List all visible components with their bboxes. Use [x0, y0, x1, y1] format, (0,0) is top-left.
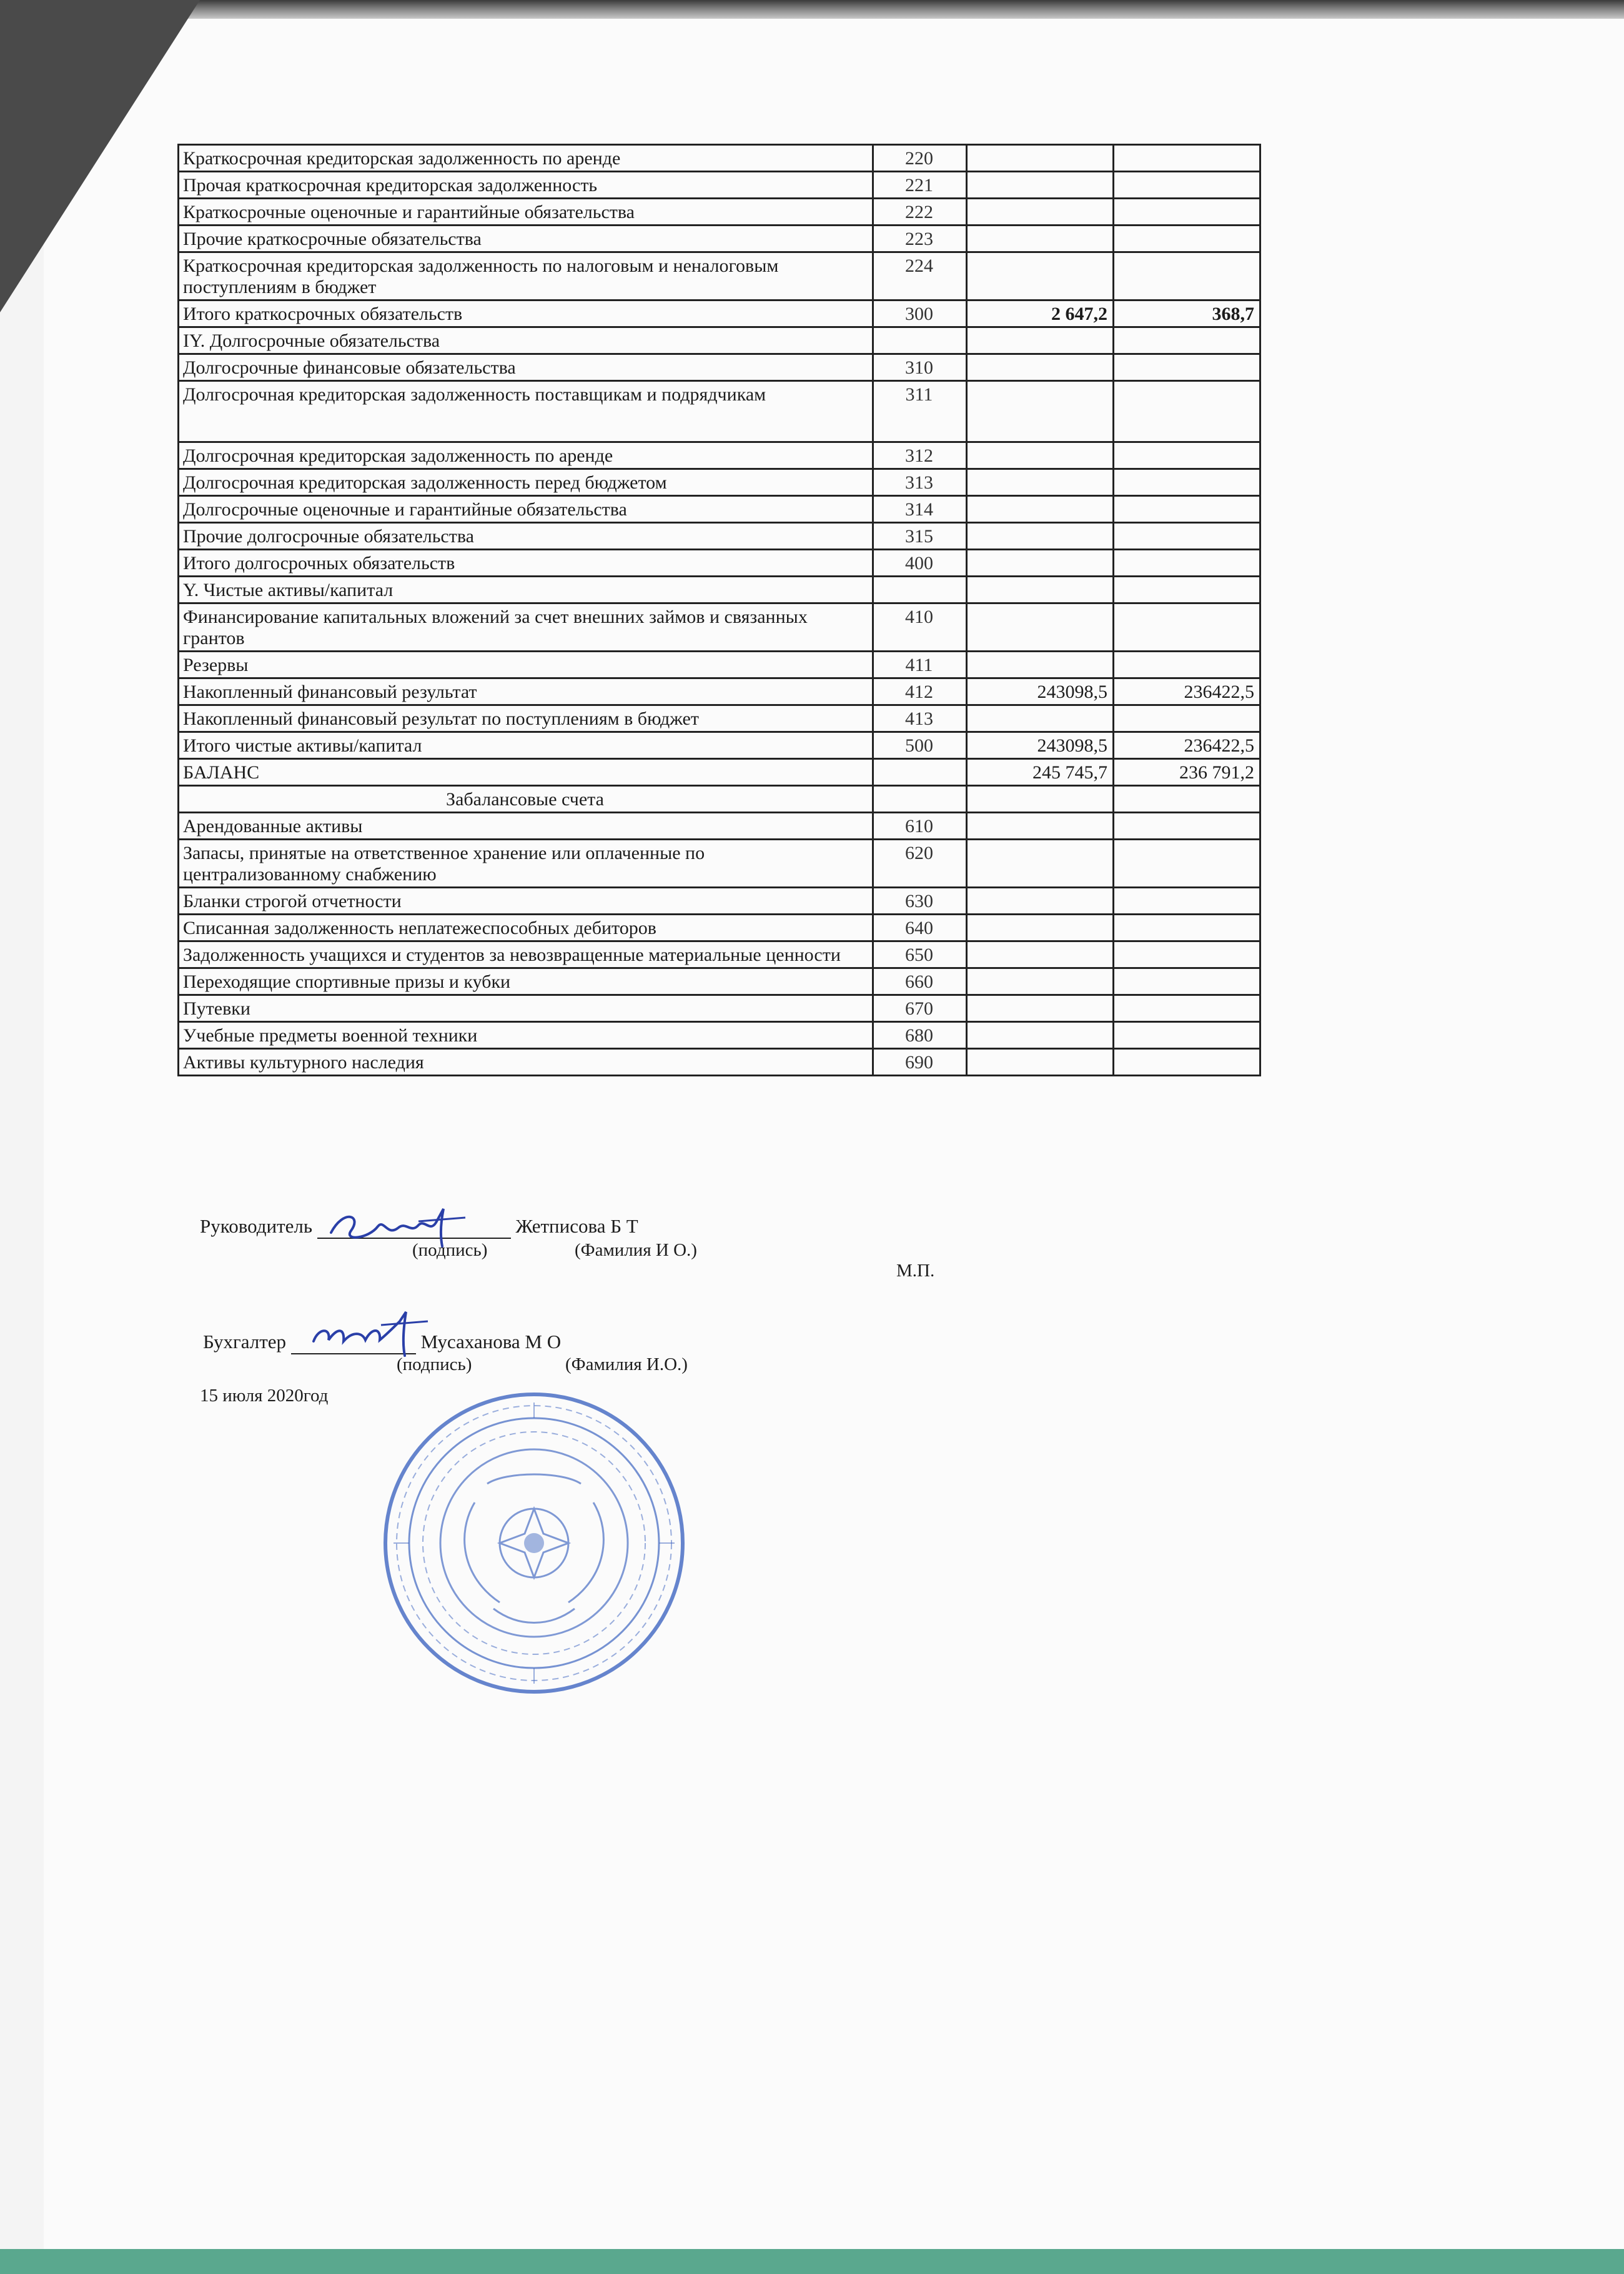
- row-code: 680: [873, 1022, 967, 1049]
- row-label: Прочие долгосрочные обязательства: [179, 523, 873, 550]
- row-code: 313: [873, 469, 967, 496]
- row-code: 660: [873, 968, 967, 995]
- accountant-sign-caption: (подпись): [397, 1354, 472, 1374]
- row-code: 411: [873, 652, 967, 678]
- table-row: [179, 199, 1260, 226]
- row-value-previous: [1114, 252, 1260, 300]
- row-label: Бланки строгой отчетности: [179, 888, 873, 915]
- row-value-previous: [1114, 915, 1260, 941]
- row-value-previous: [1114, 327, 1260, 354]
- row-code: 314: [873, 496, 967, 523]
- row-code: 312: [873, 442, 967, 469]
- row-code: 690: [873, 1049, 967, 1076]
- row-code: 221: [873, 172, 967, 199]
- row-value-current: 243098,5: [967, 678, 1114, 705]
- row-value-previous: [1114, 603, 1260, 652]
- row-code: [873, 786, 967, 813]
- row-value-current: [967, 915, 1114, 941]
- row-value-current: [967, 941, 1114, 968]
- row-label: Итого чистые активы/капитал: [179, 732, 873, 759]
- table-row: [179, 888, 1260, 915]
- row-value-previous: 236422,5: [1114, 732, 1260, 759]
- row-label: Краткосрочная кредиторская задолженность по аренде: [179, 145, 873, 172]
- row-value-current: [967, 145, 1114, 172]
- row-label: Арендованные активы: [179, 813, 873, 840]
- scan-edge-bottom: [0, 2249, 1624, 2274]
- row-code: 311: [873, 381, 967, 442]
- row-code: 224: [873, 252, 967, 300]
- table-row: [179, 496, 1260, 523]
- row-value-previous: [1114, 523, 1260, 550]
- official-seal-stamp: [381, 1390, 687, 1696]
- row-value-current: [967, 172, 1114, 199]
- table-row: [179, 941, 1260, 968]
- row-value-current: [967, 603, 1114, 652]
- row-code: 412: [873, 678, 967, 705]
- row-label: Накопленный финансовый результат по поступлениям в бюджет: [179, 705, 873, 732]
- row-code: 300: [873, 300, 967, 327]
- row-code: 413: [873, 705, 967, 732]
- row-label: Краткосрочные оценочные и гарантийные обязательства: [179, 199, 873, 226]
- row-code: 650: [873, 941, 967, 968]
- row-code: 220: [873, 145, 967, 172]
- row-value-previous: [1114, 199, 1260, 226]
- row-label: Резервы: [179, 652, 873, 678]
- table-row: [179, 652, 1260, 678]
- row-value-current: [967, 888, 1114, 915]
- row-value-current: [967, 550, 1114, 577]
- row-code: [873, 577, 967, 603]
- row-value-previous: 236422,5: [1114, 678, 1260, 705]
- row-value-previous: [1114, 226, 1260, 252]
- row-label: Путевки: [179, 995, 873, 1022]
- head-handwritten-signature: [325, 1203, 468, 1253]
- table-row: [179, 813, 1260, 840]
- row-value-current: [967, 840, 1114, 888]
- row-value-current: [967, 252, 1114, 300]
- table-row: [179, 172, 1260, 199]
- row-value-previous: [1114, 813, 1260, 840]
- row-label: Долгосрочные оценочные и гарантийные обязательства: [179, 496, 873, 523]
- row-label: Итого краткосрочных обязательств: [179, 300, 873, 327]
- row-label: Прочая краткосрочная кредиторская задолженность: [179, 172, 873, 199]
- table-row: [179, 840, 1260, 888]
- scan-corner-shadow: [0, 0, 200, 312]
- row-label: Активы культурного наследия: [179, 1049, 873, 1076]
- row-value-current: [967, 381, 1114, 442]
- row-label: Запасы, принятые на ответственное хранение или оплаченные по централизованному снабжению: [179, 840, 873, 888]
- table-row: [179, 354, 1260, 381]
- table-row: [179, 1049, 1260, 1076]
- row-value-current: [967, 995, 1114, 1022]
- head-name: Жетписова Б Т: [515, 1215, 638, 1237]
- row-value-previous: [1114, 840, 1260, 888]
- row-value-previous: [1114, 941, 1260, 968]
- table-row: [179, 577, 1260, 603]
- table-row: [179, 327, 1260, 354]
- row-value-previous: [1114, 1049, 1260, 1076]
- row-label: Итого долгосрочных обязательств: [179, 550, 873, 577]
- row-value-previous: [1114, 577, 1260, 603]
- row-code: 410: [873, 603, 967, 652]
- table-row: [179, 252, 1260, 300]
- row-value-current: 245 745,7: [967, 759, 1114, 786]
- row-value-current: [967, 1049, 1114, 1076]
- row-value-current: [967, 523, 1114, 550]
- signing-date: 15 июля 2020год: [200, 1386, 329, 1406]
- table-row: [179, 442, 1260, 469]
- row-value-previous: [1114, 442, 1260, 469]
- row-code: 640: [873, 915, 967, 941]
- row-value-current: [967, 496, 1114, 523]
- table-row: [179, 995, 1260, 1022]
- row-code: 670: [873, 995, 967, 1022]
- row-code: [873, 759, 967, 786]
- table-row: [179, 300, 1260, 327]
- table-row: [179, 915, 1260, 941]
- row-value-current: [967, 786, 1114, 813]
- row-code: 223: [873, 226, 967, 252]
- accountant-handwritten-signature: [306, 1309, 431, 1359]
- row-code: 500: [873, 732, 967, 759]
- row-label: БАЛАНС: [179, 759, 873, 786]
- row-value-current: [967, 442, 1114, 469]
- row-value-current: [967, 813, 1114, 840]
- row-value-previous: [1114, 354, 1260, 381]
- accountant-name: Мусаханова М О: [420, 1331, 562, 1353]
- head-name-caption: (Фамилия И О.): [575, 1240, 697, 1260]
- table-row: [179, 678, 1260, 705]
- row-value-previous: [1114, 995, 1260, 1022]
- row-value-current: [967, 705, 1114, 732]
- row-value-previous: [1114, 1022, 1260, 1049]
- table-row: [179, 786, 1260, 813]
- row-value-previous: [1114, 550, 1260, 577]
- balance-sheet-body: [179, 145, 1260, 1076]
- row-code: 315: [873, 523, 967, 550]
- row-value-previous: [1114, 968, 1260, 995]
- table-row: [179, 759, 1260, 786]
- table-row: [179, 603, 1260, 652]
- row-value-current: 243098,5: [967, 732, 1114, 759]
- row-label: Накопленный финансовый результат: [179, 678, 873, 705]
- row-label: Прочие краткосрочные обязательства: [179, 226, 873, 252]
- row-value-current: [967, 652, 1114, 678]
- row-value-current: [967, 577, 1114, 603]
- row-code: [873, 327, 967, 354]
- row-value-current: [967, 226, 1114, 252]
- row-value-current: [967, 199, 1114, 226]
- table-row: [179, 145, 1260, 172]
- row-value-current: [967, 968, 1114, 995]
- table-row: [179, 381, 1260, 442]
- table-row: [179, 523, 1260, 550]
- head-label: Руководитель: [200, 1215, 313, 1237]
- seal-place: М.П.: [896, 1261, 935, 1281]
- table-row: [179, 469, 1260, 496]
- row-label: Задолженность учащихся и студентов за невозвращенные материальные ценности: [179, 941, 873, 968]
- row-value-current: 2 647,2: [967, 300, 1114, 327]
- table-row: [179, 968, 1260, 995]
- row-value-previous: [1114, 145, 1260, 172]
- row-code: 610: [873, 813, 967, 840]
- row-value-current: [967, 469, 1114, 496]
- row-label: Долгосрочная кредиторская задолженность перед бюджетом: [179, 469, 873, 496]
- row-value-current: [967, 354, 1114, 381]
- row-value-current: [967, 327, 1114, 354]
- row-value-previous: [1114, 496, 1260, 523]
- balance-sheet-table: [177, 144, 1261, 1076]
- accountant-label: Бухгалтер: [203, 1331, 287, 1353]
- row-label: Краткосрочная кредиторская задолженность по налоговым и неналоговым поступлениям в бюджет: [179, 252, 873, 300]
- row-value-previous: [1114, 786, 1260, 813]
- row-code: 400: [873, 550, 967, 577]
- row-code: 620: [873, 840, 967, 888]
- row-value-previous: [1114, 381, 1260, 442]
- row-label: Долгосрочные финансовые обязательства: [179, 354, 873, 381]
- row-value-current: [967, 1022, 1114, 1049]
- row-label: Списанная задолженность неплатежеспособных дебиторов: [179, 915, 873, 941]
- row-value-previous: [1114, 888, 1260, 915]
- table-row: [179, 226, 1260, 252]
- table-row: [179, 732, 1260, 759]
- row-value-previous: [1114, 469, 1260, 496]
- row-code: 310: [873, 354, 967, 381]
- table-row: [179, 1022, 1260, 1049]
- table-row: [179, 705, 1260, 732]
- row-value-previous: [1114, 705, 1260, 732]
- accountant-name-caption: (Фамилия И.О.): [565, 1354, 688, 1374]
- row-code: 630: [873, 888, 967, 915]
- row-label: IY. Долгосрочные обязательства: [179, 327, 873, 354]
- row-label: Финансирование капитальных вложений за счет внешних займов и связанных грантов: [179, 603, 873, 652]
- row-value-previous: [1114, 652, 1260, 678]
- row-value-previous: [1114, 172, 1260, 199]
- row-code: 222: [873, 199, 967, 226]
- row-label: Учебные предметы военной техники: [179, 1022, 873, 1049]
- row-value-previous: 368,7: [1114, 300, 1260, 327]
- row-label: Переходящие спортивные призы и кубки: [179, 968, 873, 995]
- row-label: Долгосрочная кредиторская задолженность поставщикам и подрядчикам: [179, 381, 873, 442]
- row-label: Долгосрочная кредиторская задолженность по аренде: [179, 442, 873, 469]
- head-sign-caption: (подпись): [412, 1240, 488, 1260]
- row-value-previous: 236 791,2: [1114, 759, 1260, 786]
- row-label: Забалансовые счета: [179, 786, 873, 813]
- table-row: [179, 550, 1260, 577]
- row-label: Y. Чистые активы/капитал: [179, 577, 873, 603]
